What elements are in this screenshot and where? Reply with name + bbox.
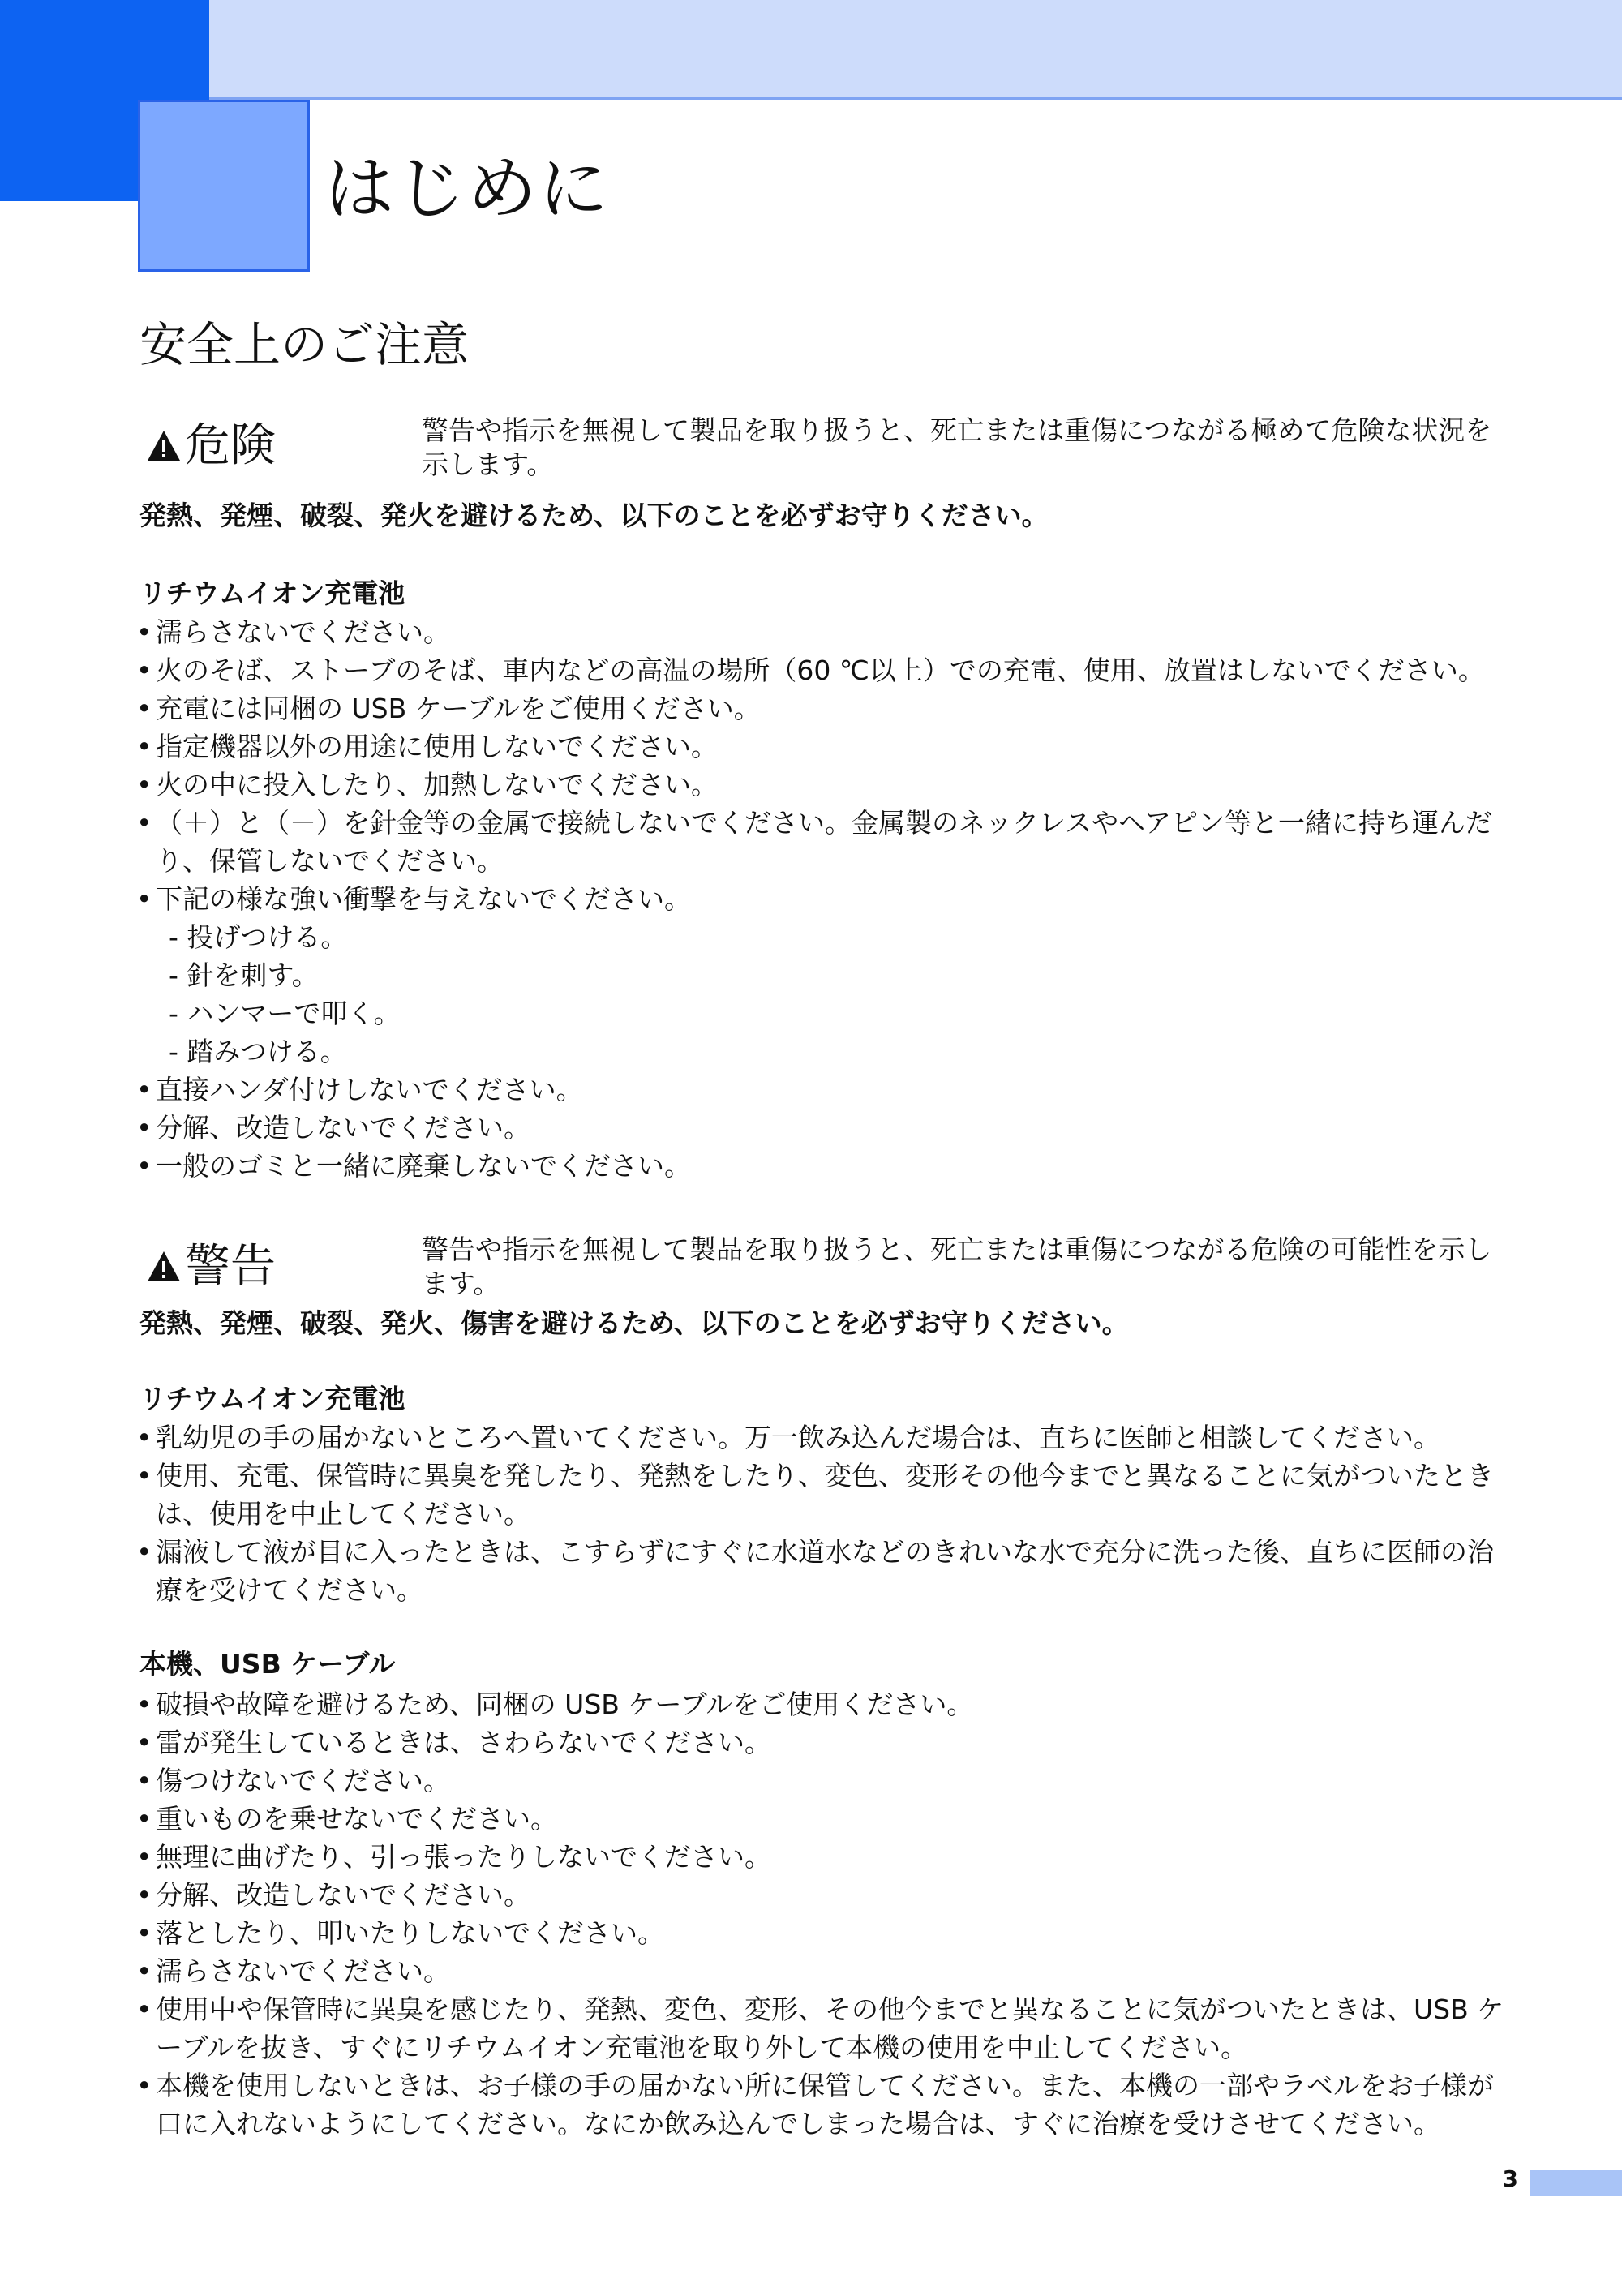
list-item: • 雷が発生しているときは、さわらないでください。 [136, 1723, 1515, 1762]
warning-battery-title: リチウムイオン充電池 [139, 1383, 406, 1414]
warning-device-title: 本機、USB ケーブル [139, 1648, 396, 1680]
list-item: • 落としたり、叩いたりしないでください。 [136, 1914, 1515, 1952]
list-item: • 一般のゴミと一緒に廃棄しないでください。 [136, 1147, 1515, 1185]
list-item: • 破損や故障を避けるため、同梱の USB ケーブルをご使用ください。 [136, 1685, 1515, 1723]
warning-label: 警告 [185, 1240, 276, 1293]
list-item: • 重いものを乗せないでください。 [136, 1800, 1515, 1838]
warning-triangle-icon [146, 1249, 182, 1285]
warning-device-list [136, 1685, 1515, 2143]
list-item: • （＋）と（－）を針金等の金属で接続しないでください。金属製のネックレスやヘアピン等と一緒に持ち運んだり、保管しないでください。 [136, 804, 1515, 880]
list-item: • 指定機器以外の用途に使用しないでください。 [136, 727, 1515, 766]
list-subitem: - 針を刺す。 [169, 959, 319, 991]
list-item: • 使用中や保管時に異臭を感じたり、発熱、変色、変形、その他今までと異なることに気がついたときは、USB ケーブルを抜き、すぐにリチウムイオン充電池を取り外して本機の使用を中止してください。 [136, 1990, 1515, 2066]
list-item: • 充電には同梱の USB ケーブルをご使用ください。 [136, 689, 1515, 727]
danger-lead: 発熱、発煙、破裂、発火を避けるため、以下のことを必ずお守りください。 [139, 500, 1049, 531]
warning-description: 警告や指示を無視して製品を取り扱うと、死亡または重傷につながる危険の可能性を示します。 [422, 1234, 1492, 1299]
danger-group-title: リチウムイオン充電池 [139, 577, 406, 609]
list-item: • 濡らさないでください。 [136, 1952, 1515, 1990]
list-item: • 濡らさないでください。 [136, 613, 1515, 651]
warning-battery-list [136, 1418, 1515, 1609]
list-item: • 火の中に投入したり、加熱しないでください。 [136, 766, 1515, 804]
danger-heading [146, 418, 276, 474]
warning-heading [146, 1238, 276, 1295]
list-item: • 分解、改造しないでください。 [136, 1876, 1515, 1914]
list-item: • 傷つけないでください。 [136, 1762, 1515, 1800]
page-tab [1530, 2170, 1622, 2196]
warning-triangle-icon [146, 428, 182, 464]
list-subitem: - ハンマーで叩く。 [169, 998, 401, 1029]
list-subitem: - 投げつける。 [169, 921, 348, 953]
header-band [0, 0, 1622, 100]
list-item: • 使用、充電、保管時に異臭を発したり、発熱をしたり、変色、変形その他今までと異なることに気がついたときは、使用を中止してください。 [136, 1457, 1515, 1533]
list-item: • 本機を使用しないときは、お子様の手の届かない所に保管してください。また、本機の一部やラベルをお子様が口に入れないようにしてください。なにか飲み込んでしまった場合は、すぐに治療を受けさせてください。 [136, 2066, 1515, 2143]
list-item: • 直接ハンダ付けしないでください。 [136, 1071, 1515, 1109]
list-item: • 分解、改造しないでください。 [136, 1109, 1515, 1147]
chapter-title: はじめに [324, 148, 610, 230]
chapter-marker [138, 100, 310, 272]
list-subitem: - 踏みつける。 [169, 1036, 347, 1067]
list-item: • 漏液して液が目に入ったときは、こすらずにすぐに水道水などのきれいな水で充分に洗った後、直ちに医師の治療を受けてください。 [136, 1533, 1515, 1609]
page-number: 3 [1502, 2165, 1518, 2192]
warning-lead: 発熱、発煙、破裂、発火、傷害を避けるため、以下のことを必ずお守りください。 [139, 1307, 1129, 1339]
list-item: • 無理に曲げたり、引っ張ったりしないでください。 [136, 1838, 1515, 1876]
danger-description: 警告や指示を無視して製品を取り扱うと、死亡または重傷につながる極めて危険な状況を示します。 [422, 414, 1492, 480]
list-item: • 火のそば、ストーブのそば、車内などの高温の場所（60 ℃以上）での充電、使用、放置はしないでください。 [136, 651, 1515, 689]
danger-list [136, 613, 1515, 1185]
list-item: • 下記の様な強い衝撃を与えないでください。 [136, 880, 1515, 918]
list-item: • 乳幼児の手の届かないところへ置いてください。万一飲み込んだ場合は、直ちに医師と相談してください。 [136, 1418, 1515, 1457]
danger-label: 危険 [185, 419, 276, 472]
section-title: 安全上のご注意 [139, 317, 470, 372]
